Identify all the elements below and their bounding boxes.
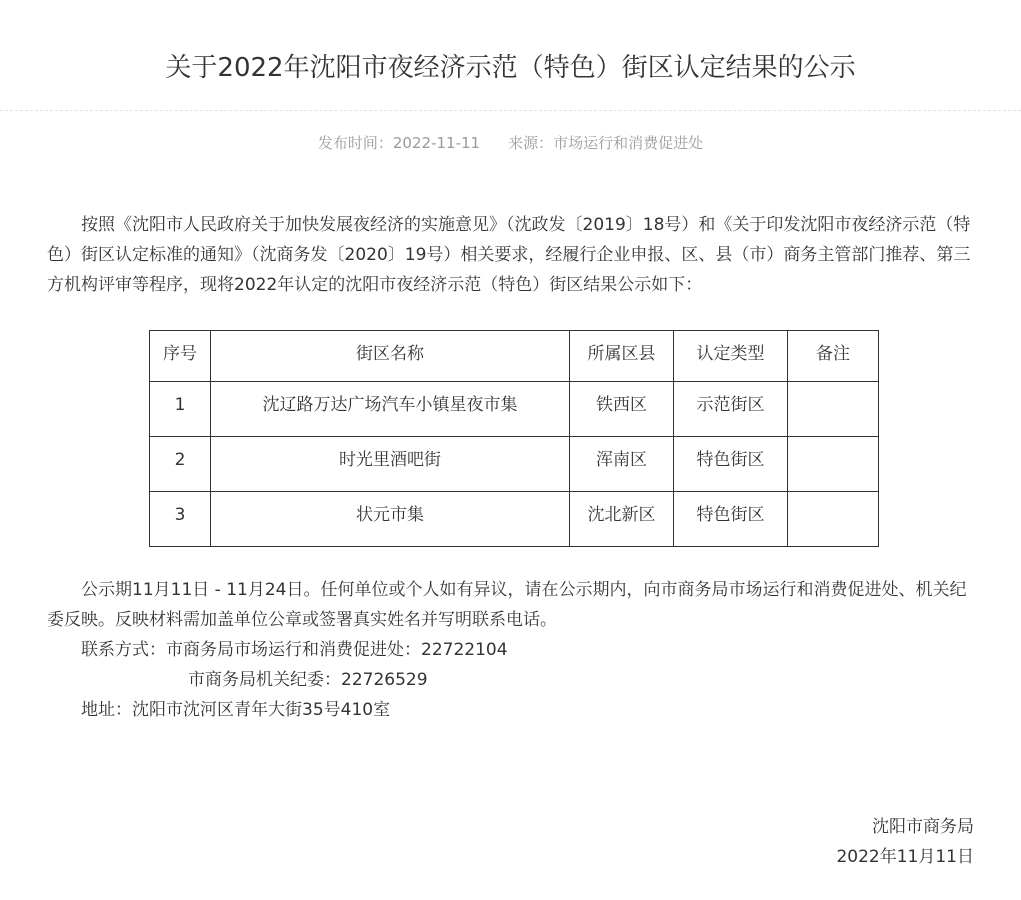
article-meta — [0, 130, 1021, 156]
cell-index: 2 — [150, 437, 211, 492]
cell-remarks — [788, 437, 879, 492]
table-header-row — [150, 331, 879, 382]
cell-type: 示范街区 — [674, 382, 788, 437]
cell-remarks — [788, 492, 879, 547]
header-index: 序号 — [150, 331, 211, 382]
cell-index: 3 — [150, 492, 211, 547]
notice-paragraph: 公示期11月11日 - 11月24日。任何单位或个人如有异议，请在公示期内，向市商务局市场运行和消费促进处、机关纪委反映。反映材料需加盖单位公章或签署真实姓名并写明联系电话。 — [47, 580, 967, 630]
address-line: 地址：沈阳市沈河区青年大街35号410室 — [81, 700, 391, 720]
cell-index: 1 — [150, 382, 211, 437]
contact-line-1: 联系方式：市商务局市场运行和消费促进处：22722104 — [81, 640, 508, 660]
cell-street-name: 时光里酒吧街 — [211, 437, 570, 492]
title-divider — [0, 110, 1021, 111]
article-source: 来源：市场运行和消费促进处 — [508, 134, 704, 152]
cell-district: 沈北新区 — [570, 492, 674, 547]
signature-org: 沈阳市商务局 — [872, 817, 974, 837]
publish-time: 发布时间：2022-11-11 — [317, 134, 481, 152]
intro-paragraph: 按照《沈阳市人民政府关于加快发展夜经济的实施意见》（沈政发〔2019〕18号）和《关于印发沈阳市夜经济示范（特色）街区认定标准的通知》（沈商务发〔2020〕19号）相关要求，经履行企业申报、区、县（市）商务主管部门推荐、第三方机构评审等程序，现将2022年认定的沈阳市夜经济示范（特色）街区结果公示如下： — [47, 215, 971, 295]
cell-type: 特色街区 — [674, 492, 788, 547]
signature-date: 2022年11月11日 — [836, 847, 974, 867]
cell-remarks — [788, 382, 879, 437]
contact-line-2: 市商务局机关纪委：22726529 — [188, 670, 428, 690]
signature-block — [836, 812, 974, 872]
header-remarks: 备注 — [788, 331, 879, 382]
cell-district: 浑南区 — [570, 437, 674, 492]
article-content — [47, 210, 982, 725]
header-district: 所属区县 — [570, 331, 674, 382]
header-street-name: 街区名称 — [211, 331, 570, 382]
streets-table — [149, 330, 879, 547]
header-type: 认定类型 — [674, 331, 788, 382]
table-row — [150, 492, 879, 547]
table-row — [150, 382, 879, 437]
table-row — [150, 437, 879, 492]
cell-district: 铁西区 — [570, 382, 674, 437]
article-title: 关于2022年沈阳市夜经济示范（特色）街区认定结果的公示 — [165, 53, 856, 83]
cell-type: 特色街区 — [674, 437, 788, 492]
cell-street-name: 状元市集 — [211, 492, 570, 547]
cell-street-name: 沈辽路万达广场汽车小镇星夜市集 — [211, 382, 570, 437]
